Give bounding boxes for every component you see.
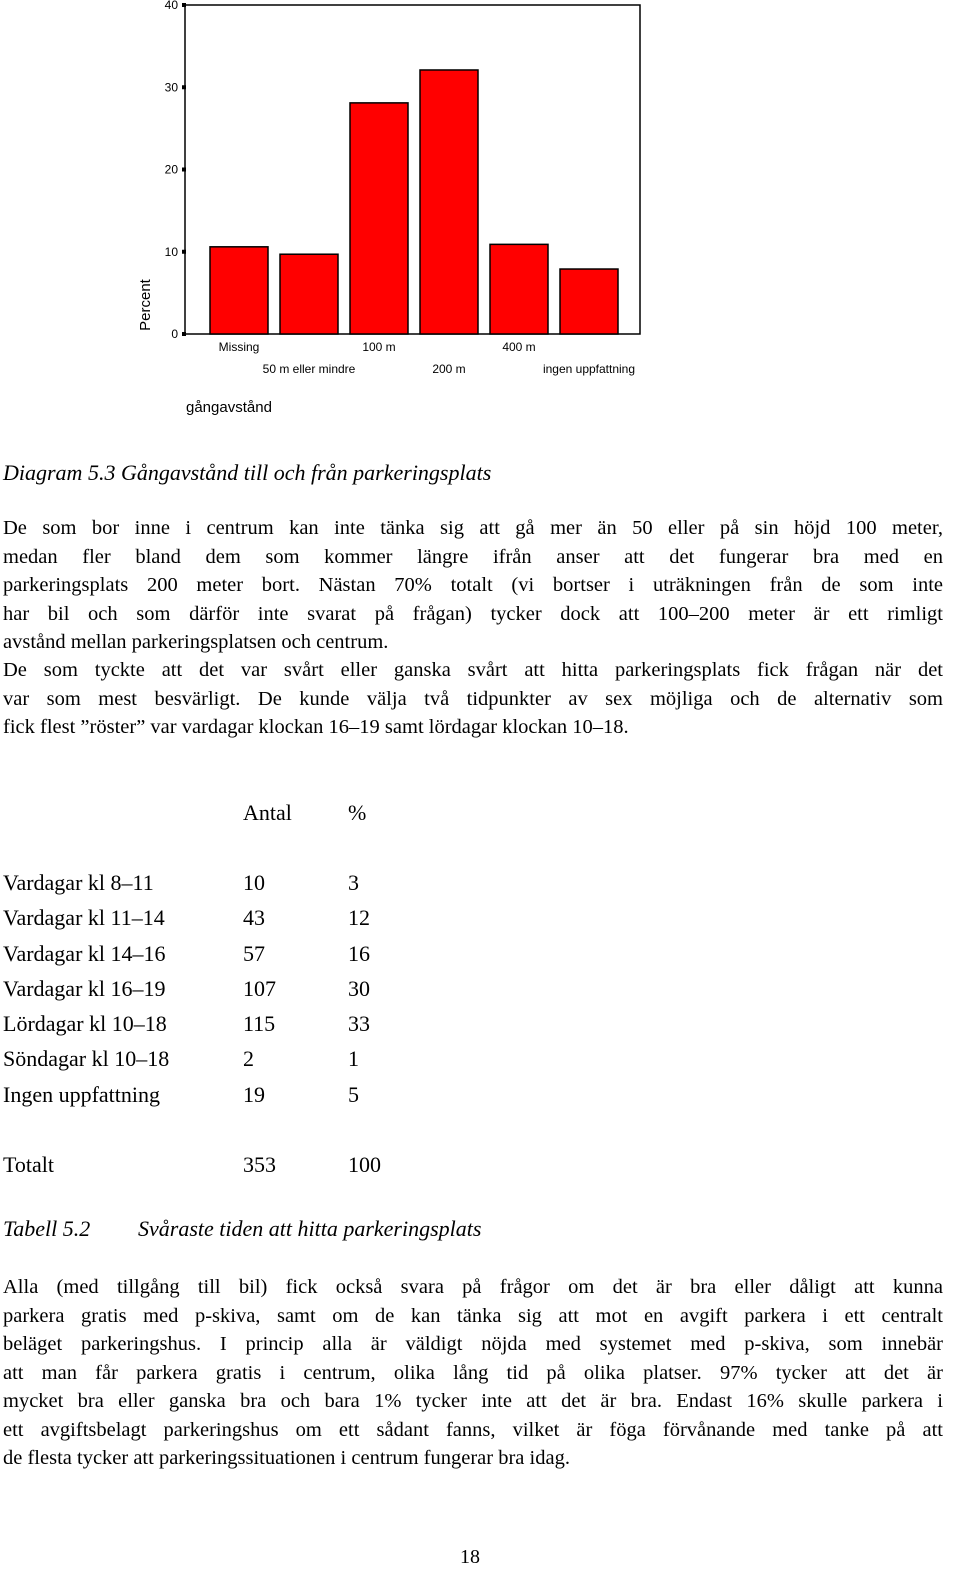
table-caption-label: Tabell 5.2 (3, 1216, 91, 1241)
table-cell-antal: 57 (243, 941, 265, 966)
table-cell-antal: 19 (243, 1082, 265, 1107)
bar (420, 70, 478, 334)
table-cell-percent: 33 (348, 1011, 370, 1036)
text-line: har bil och som därför inte svarat på frågan) tycker dock att 100–200 meter är ett rimligt (3, 602, 943, 625)
text-line: parkeringsplats 200 meter bort. Nästan 70% totalt (vi bortser i uträkningen från de som inte (3, 574, 943, 596)
text-line: Alla (med tillgång till bil) fick också svara på frågor om det är bra eller dåligt att kunna (3, 1276, 943, 1298)
table-cell-antal: 43 (243, 905, 265, 930)
x-tick-label: 200 m (432, 362, 466, 376)
table-caption-title: Svåraste tiden att hitta parkeringsplats (138, 1216, 482, 1241)
y-tick-mark (182, 3, 186, 7)
table-caption (3, 1216, 482, 1242)
table-row (3, 976, 503, 1006)
table-row (3, 1011, 503, 1041)
y-tick-label: 10 (164, 244, 178, 259)
chart-caption: Diagram 5.3 Gångavstånd till och från parkeringsplats (3, 460, 492, 485)
table-cell-label: Lördagar kl 10–18 (3, 1011, 167, 1036)
table-cell-label: Vardagar kl 16–19 (3, 976, 166, 1001)
y-tick-label: 20 (164, 162, 178, 177)
text-line: ett avgiftsbelagt parkeringshus om ett sådant fanns, vilket är föga förvånande med tanke på att (3, 1418, 943, 1441)
y-tick-label: 30 (164, 80, 178, 95)
text-line: medan fler bland dem som kommer längre ifrån anser att det fungerar bra med en (3, 545, 943, 568)
bar (490, 244, 548, 334)
table-row (3, 905, 503, 935)
table-cell-label: Söndagar kl 10–18 (3, 1046, 170, 1071)
table-cell-percent: 12 (348, 905, 370, 930)
table-cell-percent: 5 (348, 1082, 359, 1107)
y-tick-mark (182, 85, 186, 89)
paragraph-2 (3, 656, 943, 742)
total-label: Totalt (3, 1152, 55, 1177)
table-cell-label: Vardagar kl 11–14 (3, 905, 165, 930)
paragraph-1 (3, 514, 943, 657)
table-cell-antal: 115 (243, 1011, 276, 1036)
y-axis-label: Percent (137, 279, 154, 331)
bar (210, 247, 268, 334)
table-cell-percent: 1 (348, 1046, 359, 1071)
table-cell-antal: 107 (243, 976, 276, 1001)
text-line: de flesta tycker att parkeringssituationen i centrum fungerar bra idag. (3, 1447, 570, 1469)
table-total-row (3, 1152, 503, 1182)
bar (280, 254, 338, 334)
table-cell-percent: 3 (348, 870, 359, 895)
paragraph-3 (3, 1273, 943, 1473)
total-antal: 353 (243, 1152, 276, 1177)
text-line: att man får parkera gratis i centrum, olika lång tid på olika platser. 97% tycker att det är (3, 1361, 943, 1384)
text-line: mycket bra eller ganska bra och bara 1% tycker inte att det är bra. Endast 16% skulle parkera i (3, 1390, 943, 1412)
bar (560, 269, 618, 334)
table-row (3, 941, 503, 971)
y-tick-mark (182, 250, 186, 254)
x-tick-label: 50 m eller mindre (262, 362, 356, 376)
x-tick-label: 400 m (502, 340, 536, 354)
table-header-percent: % (348, 800, 367, 825)
text-line: beläget parkeringshus. I princip alla är väldigt nöjda med systemet med p-skiva, som innebär (3, 1333, 943, 1355)
text-line: var som mest besvärligt. De kunde välja två tidpunkter av sex möjliga och de alternativ som (3, 687, 943, 710)
table-cell-antal: 10 (243, 870, 265, 895)
y-tick-label: 40 (164, 0, 178, 12)
table-cell-percent: 16 (348, 941, 370, 966)
bar (350, 103, 408, 334)
y-tick-label: 0 (171, 327, 178, 341)
text-line: De som bor inne i centrum kan inte tänka sig att gå mer än 50 eller på sin höjd 100 meter, (3, 517, 943, 539)
x-tick-label: ingen uppfattning (542, 362, 636, 376)
text-line: fick flest ”röster” var vardagar klockan 16–19 samt lördagar klockan 10–18. (3, 716, 629, 738)
text-line: parkera gratis med p-skiva, samt om de kan tänka sig att mot en avgift parkera i ett centralt (3, 1304, 943, 1327)
table-row (3, 1082, 503, 1112)
table-cell-label: Ingen uppfattning (3, 1082, 161, 1107)
table-cell-percent: 30 (348, 976, 370, 1001)
y-tick-mark (182, 332, 186, 336)
table-row (3, 1046, 503, 1076)
table-cell-label: Vardagar kl 8–11 (3, 870, 154, 895)
text-line: avstånd mellan parkeringsplatsen och centrum. (3, 631, 389, 653)
page-number: 18 (460, 1546, 480, 1568)
table-cell-antal: 2 (243, 1046, 254, 1071)
y-tick-mark (182, 168, 186, 172)
table-header-antal: Antal (243, 800, 292, 825)
bar-chart (0, 0, 700, 430)
text-line: De som tyckte att det var svårt eller ganska svårt att hitta parkeringsplats fick frågan när det (3, 659, 943, 681)
table-cell-label: Vardagar kl 14–16 (3, 941, 166, 966)
table-row (3, 870, 503, 900)
x-tick-label: 100 m (362, 340, 396, 354)
total-percent: 100 (348, 1152, 381, 1177)
x-axis-label: gångavstånd (186, 399, 272, 416)
x-tick-label: Missing (218, 340, 260, 354)
